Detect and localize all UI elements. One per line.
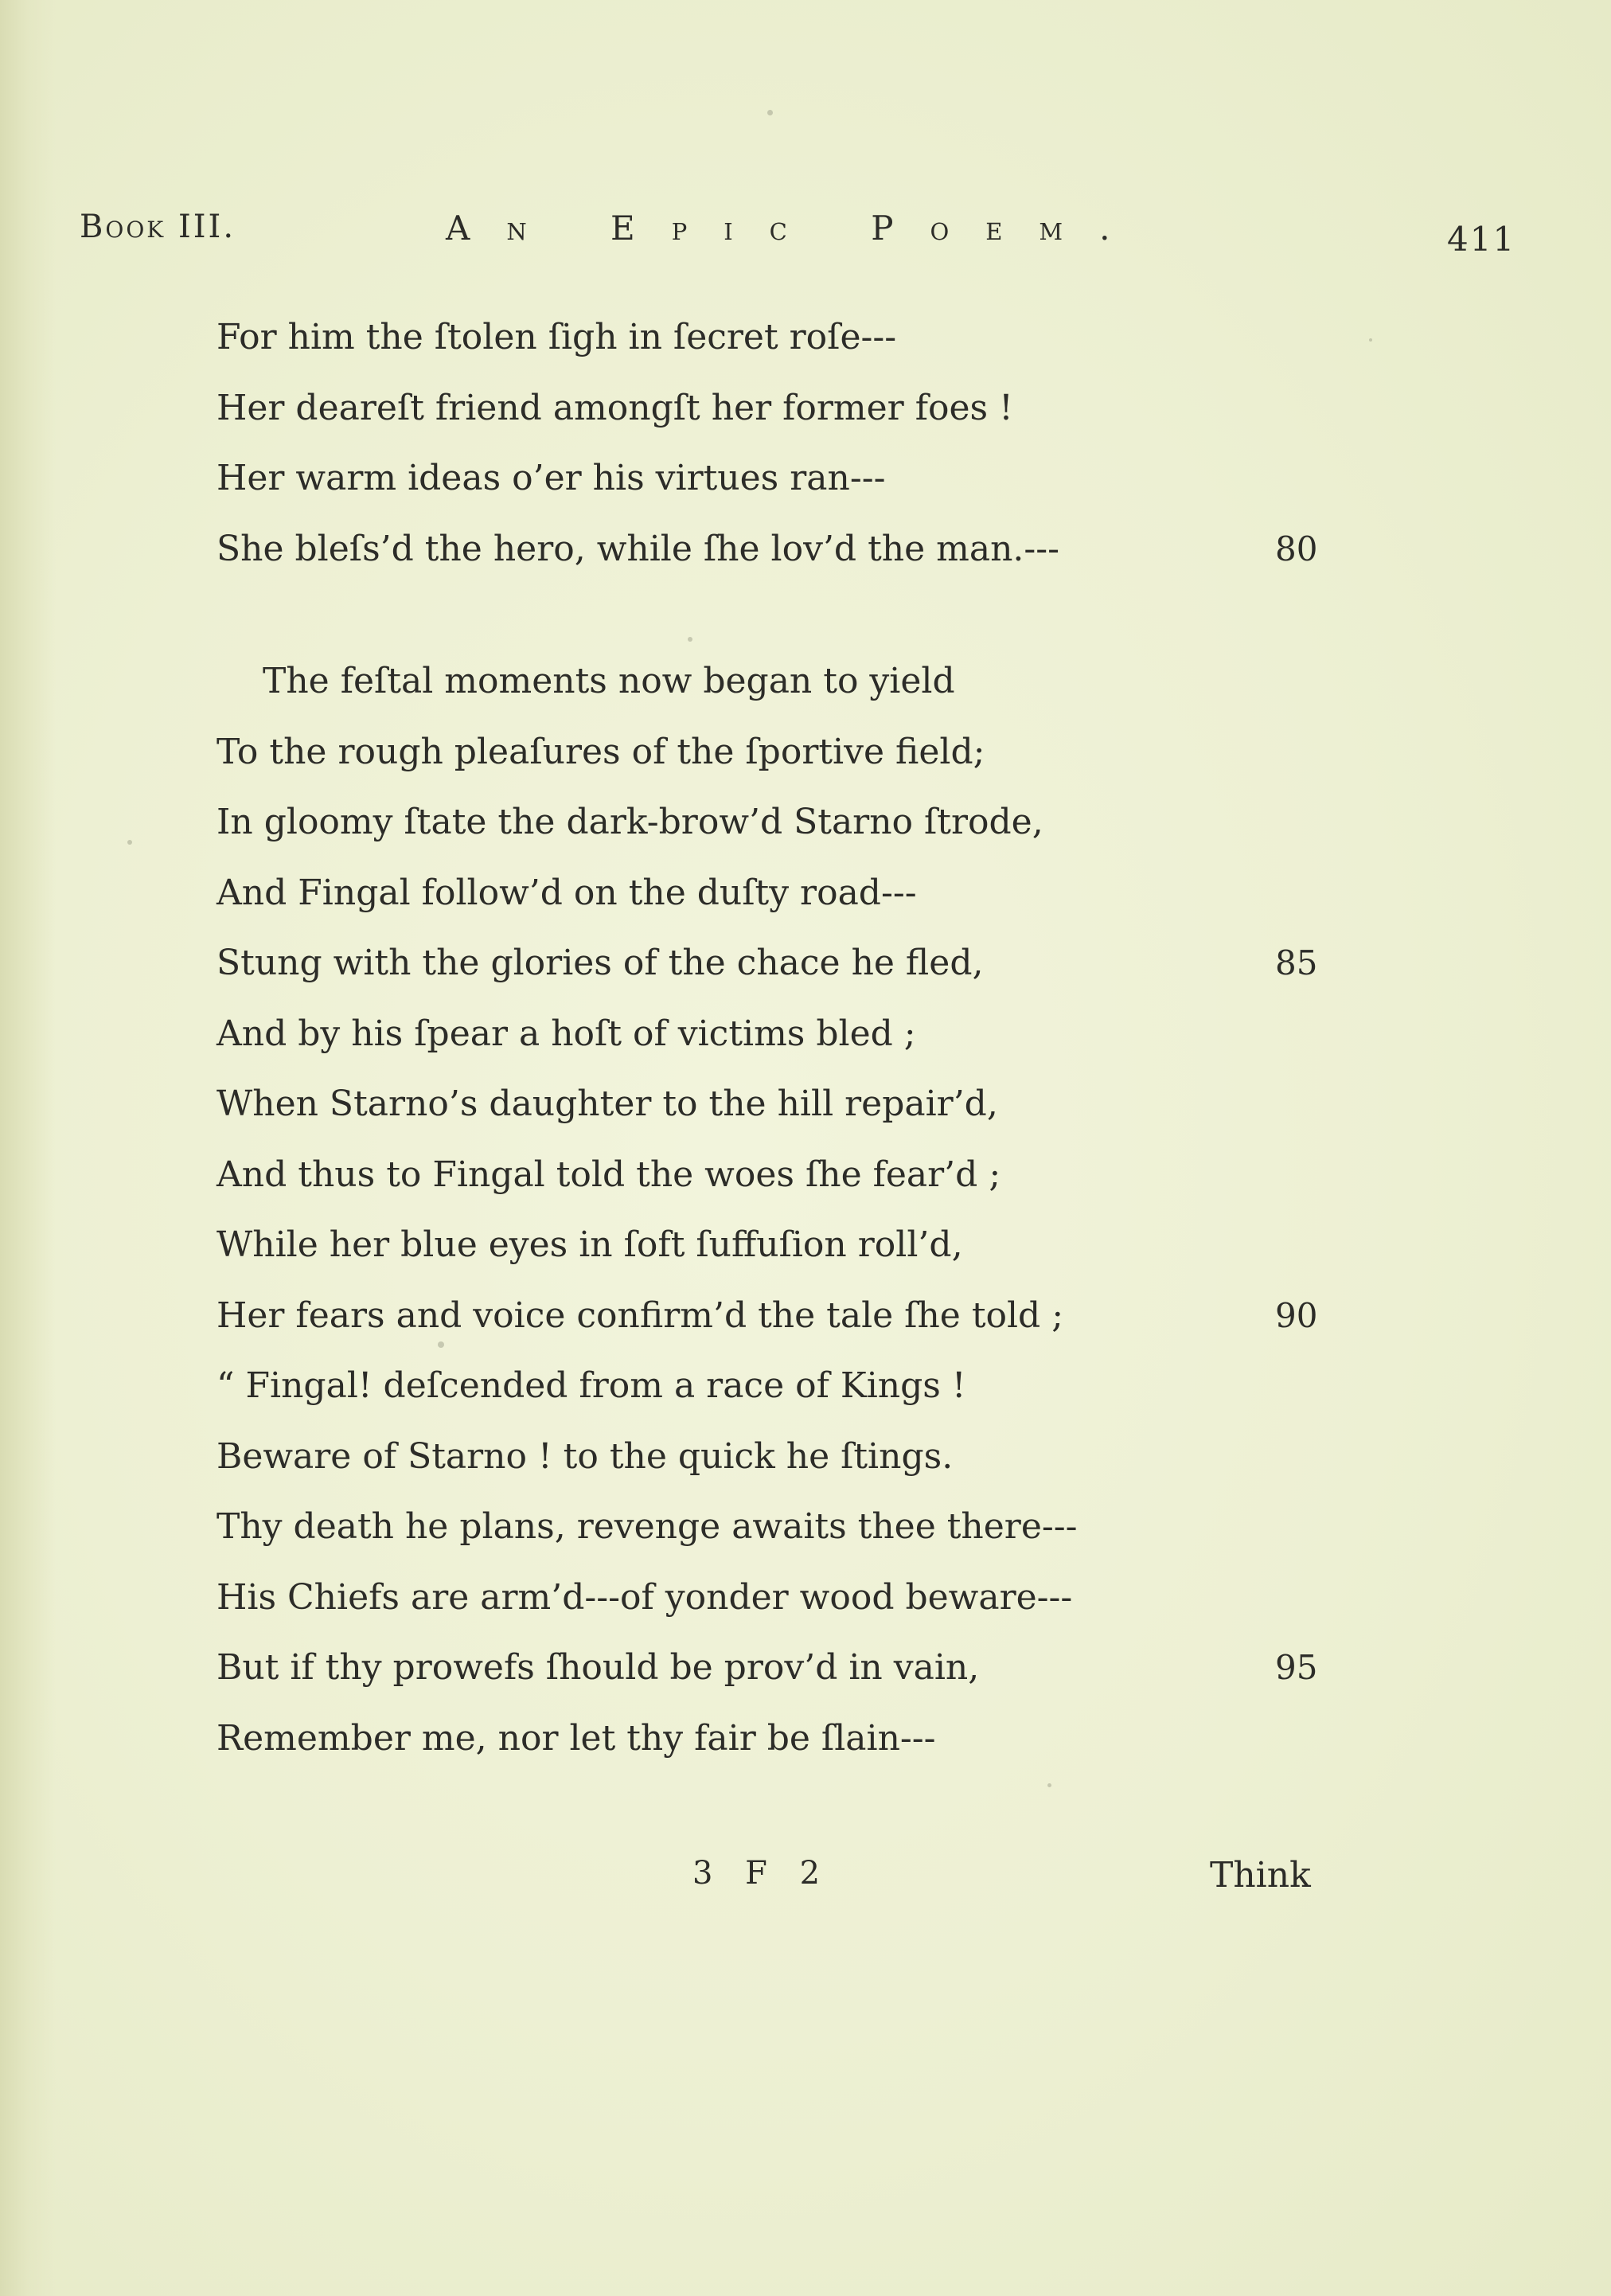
verse-text: Her warm ideas o’er his virtues ran---	[216, 458, 886, 498]
verse-line	[0, 1281, 1611, 1352]
verse-line	[0, 1633, 1611, 1704]
line-number: 95	[1275, 1648, 1318, 1687]
paper-speck	[1047, 1783, 1051, 1787]
verse-text: Stung with the glories of the chace he fled,	[216, 943, 984, 983]
verse-text: In gloomy ſtate the dark-brow’d Starno ſtrode,	[216, 802, 1043, 842]
verse-text: The feſtal moments now began to yield	[263, 661, 955, 701]
verse-line	[0, 1140, 1611, 1211]
verse-text: Thy death he plans, revenge awaits thee there---	[216, 1506, 1078, 1547]
verse-line	[0, 928, 1611, 999]
running-head-left: Book III.	[80, 209, 236, 245]
verse-text: While her blue eyes in ſoft ſuffuſion roll’d,	[216, 1224, 963, 1265]
verse-text: To the rough pleaſures of the ſportive field;	[216, 731, 985, 772]
verse-text: She bleſs’d the hero, while ſhe lov’d the man.---	[216, 528, 1060, 569]
catchword: Think	[1210, 1855, 1311, 1896]
poem-body	[0, 303, 1611, 1774]
line-number: 90	[1275, 1295, 1318, 1335]
verse-line	[0, 717, 1611, 788]
stanza-1	[0, 303, 1611, 584]
verse-text: But if thy prowefs ſhould be prov’d in vain,	[216, 1647, 980, 1688]
paper-speck	[767, 110, 773, 115]
verse-line	[0, 373, 1611, 444]
page-number: 411	[1447, 220, 1516, 259]
verse-line	[0, 1422, 1611, 1493]
stanza-break	[0, 584, 1611, 646]
verse-text: And Fingal follow’d on the duſty road---	[216, 872, 917, 913]
verse-line	[0, 1210, 1611, 1281]
verse-line	[0, 787, 1611, 858]
verse-line	[0, 514, 1611, 585]
verse-text: Remember me, nor let thy fair be ſlain---	[216, 1717, 936, 1759]
paper-speck	[127, 840, 132, 845]
verse-line	[0, 1563, 1611, 1634]
stanza-2	[0, 646, 1611, 1774]
verse-line	[0, 1069, 1611, 1140]
page-header	[0, 209, 1611, 259]
verse-line	[0, 1492, 1611, 1563]
verse-text: His Chiefs are arm’d---of yonder wood beware---	[216, 1576, 1073, 1618]
verse-text: Her fears and voice confirm’d the tale ſhe told ;	[216, 1294, 1064, 1336]
verse-line	[0, 443, 1611, 514]
page-footer	[0, 1855, 1611, 1903]
verse-text: Her deareſt friend amongſt her former foes !	[216, 387, 1013, 428]
verse-text: When Starno’s daughter to the hill repair’d,	[216, 1084, 998, 1124]
verse-text: For him the ſtolen ſigh in ſecret roſe---	[216, 317, 897, 357]
line-number: 80	[1275, 529, 1318, 568]
verse-text: And thus to Fingal told the woes ſhe fear’d ;	[216, 1154, 1001, 1195]
paper-speck	[1369, 338, 1372, 342]
verse-line	[0, 858, 1611, 929]
paper-speck	[688, 637, 692, 642]
signature-mark: 3 F 2	[692, 1855, 832, 1892]
verse-line	[0, 1351, 1611, 1422]
verse-text: And by his ſpear a hoſt of victims bled ;	[216, 1013, 916, 1054]
verse-text: Beware of Starno ! to the quick he ſtings.	[216, 1435, 954, 1477]
verse-line	[0, 646, 1611, 717]
running-head-title: An Epic Poem.	[446, 209, 1147, 248]
verse-line	[0, 1704, 1611, 1775]
verse-line	[0, 999, 1611, 1070]
paper-speck	[438, 1341, 444, 1348]
line-number: 85	[1275, 943, 1318, 982]
verse-text: “ Fingal! deſcended from a race of Kings !	[216, 1365, 966, 1406]
